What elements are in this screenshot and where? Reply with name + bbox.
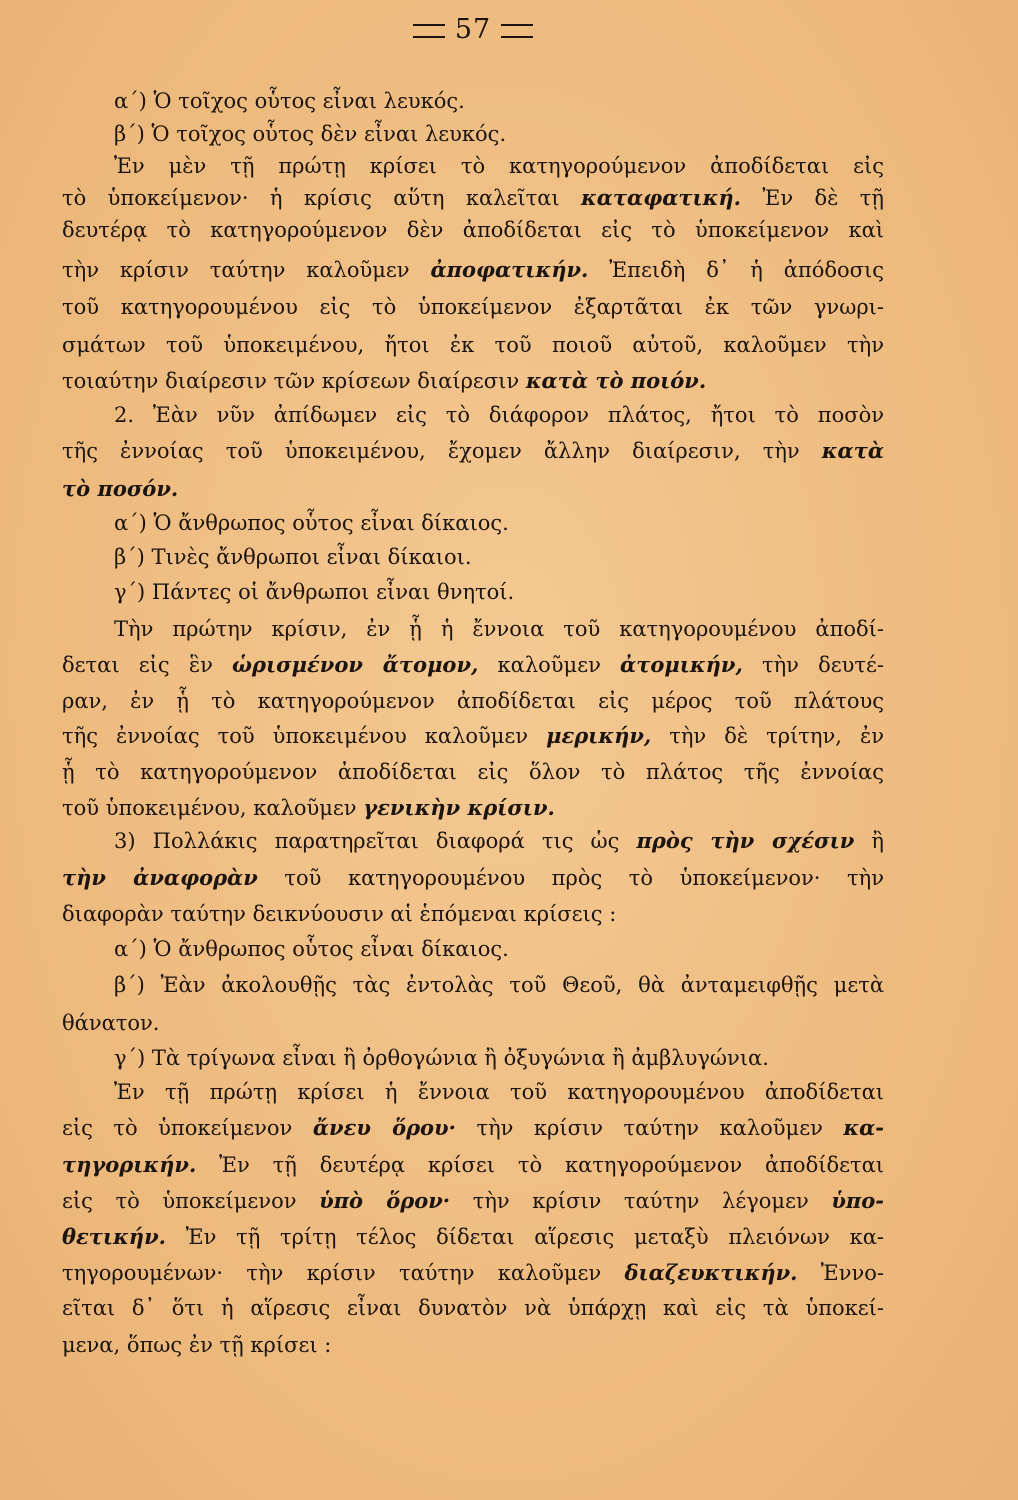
example-line: β΄) Ἐὰν ἀκολουθῇς τὰς ἐντολὰς τοῦ Θεοῦ, θὰ ἀνταμειφθῇς μετὰ xyxy=(114,973,884,997)
emphasis-term: γενικὴν κρίσιν. xyxy=(363,795,555,820)
paragraph-line: Ἐν μὲν τῇ πρώτῃ κρίσει τὸ κατηγορούμενον ἀποδίδεται εἰς xyxy=(114,154,884,178)
paragraph-line: 2. Ἐὰν νῦν ἀπίδωμεν εἰς τὸ διάφορον πλάτος, ἤτοι τὸ ποσὸν xyxy=(114,403,884,427)
example-line: β΄) Τινὲς ἄνθρωποι εἶναι δίκαιοι. xyxy=(114,545,472,569)
emphasis-term: καταφατική. xyxy=(581,185,741,210)
double-rule-left xyxy=(413,24,445,38)
emphasis-term: τὴν ἀναφορὰν xyxy=(62,865,258,890)
emphasis-term: ὑπὸ ὅρον· xyxy=(319,1188,451,1213)
paragraph-line: εἰς τὸ ὑποκείμενον ἄνευ ὅρου· τὴν κρίσιν ταύτην καλοῦμεν κα- xyxy=(62,1115,884,1140)
emphasis-term: κατὰ xyxy=(821,438,884,463)
paragraph-line: δεται εἰς ἓν ὡρισμένον ἄτομον, καλοῦμεν ἀτομικήν, τὴν δευτέ- xyxy=(62,652,884,677)
paragraph-line: Τὴν πρώτην κρίσιν, ἐν ᾗ ἡ ἔννοια τοῦ κατηγορουμένου ἀποδί- xyxy=(114,617,884,641)
example-line: γ΄) Πάντες οἱ ἄνθρωποι εἶναι θνητοί. xyxy=(114,580,515,604)
emphasis-term: διαζευκτικήν. xyxy=(624,1260,798,1285)
emphasis-term: ἀποφατικήν. xyxy=(430,257,589,282)
paragraph-line: τὴν ἀναφορὰν τοῦ κατηγορουμένου πρὸς τὸ ὑποκείμενον· τὴν xyxy=(62,865,884,890)
paragraph-line: διαφορὰν ταύτην δεικνύουσιν αἱ ἑπόμεναι κρίσεις : xyxy=(62,902,617,926)
paragraph-line: τηγορουμένων· τὴν κρίσιν ταύτην καλοῦμεν διαζευκτικήν. Ἐννο- xyxy=(62,1260,884,1285)
paragraph-line: θετικήν. Ἐν τῇ τρίτῃ τέλος δίδεται αἵρεσις μεταξὺ πλειόνων κα- xyxy=(62,1224,884,1249)
paragraph-line: τοῦ ὑποκειμένου, καλοῦμεν γενικὴν κρίσιν. xyxy=(62,795,555,820)
example-line: θάνατον. xyxy=(62,1011,160,1035)
emphasis-term: ὑπο- xyxy=(831,1188,884,1213)
paragraph-line: ᾗ τὸ κατηγορούμενον ἀποδίδεται εἰς ὅλον τὸ πλάτος τῆς ἐννοίας xyxy=(62,760,884,784)
page-number xyxy=(62,10,884,50)
example-line: β΄) Ὁ τοῖχος οὗτος δὲν εἶναι λευκός. xyxy=(114,122,507,146)
page-number-text: 57 xyxy=(454,14,492,45)
paragraph-line: τηγορικήν. Ἐν τῇ δευτέρᾳ κρίσει τὸ κατηγορούμενον ἀποδίδεται xyxy=(62,1152,884,1177)
paragraph-line: Ἐν τῇ πρώτῃ κρίσει ἡ ἔννοια τοῦ κατηγορουμένου ἀποδίδεται xyxy=(114,1080,884,1104)
example-line: α΄) Ὁ ἄνθρωπος οὗτος εἶναι δίκαιος. xyxy=(114,937,509,961)
paragraph-line: τοῦ κατηγορουμένου εἰς τὸ ὑποκείμενον ἐξαρτᾶται ἐκ τῶν γνωρι- xyxy=(62,295,884,319)
paragraph-line: τῆς ἐννοίας τοῦ ὑποκειμένου καλοῦμεν μερικήν, τὴν δὲ τρίτην, ἐν xyxy=(62,723,884,748)
paragraph-line: εἰς τὸ ὑποκείμενον ὑπὸ ὅρον· τὴν κρίσιν ταύτην λέγομεν ὑπο- xyxy=(62,1188,884,1213)
example-line: α΄) Ὁ ἄνθρωπος οὗτος εἶναι δίκαιος. xyxy=(114,511,509,535)
double-rule-right xyxy=(501,24,533,38)
emphasis-term: κατὰ τὸ ποιόν. xyxy=(525,368,707,393)
paragraph-line: τοιαύτην διαίρεσιν τῶν κρίσεων διαίρεσιν κατὰ τὸ ποιόν. xyxy=(62,368,707,393)
example-line: γ΄) Τὰ τρίγωνα εἶναι ἢ ὀρθογώνια ἢ ὀξυγώνια ἢ ἀμβλυγώνια. xyxy=(114,1046,769,1070)
paragraph-line: 3) Πολλάκις παρατηρεῖται διαφορά τις ὡς πρὸς τὴν σχέσιν ἢ xyxy=(114,828,884,853)
emphasis-term: κα- xyxy=(843,1115,884,1140)
emphasis-term: μερικήν, xyxy=(546,723,652,748)
paragraph-line: τὸ ὑποκείμενον· ἡ κρίσις αὕτη καλεῖται καταφατική. Ἐν δὲ τῇ xyxy=(62,185,884,210)
emphasis-term: ἄνευ ὅρου· xyxy=(312,1115,456,1140)
book-page xyxy=(62,0,884,1500)
paragraph-line: δευτέρᾳ τὸ κατηγορούμενον δὲν ἀποδίδεται εἰς τὸ ὑποκείμενον καὶ xyxy=(62,218,884,242)
paragraph-line: εῖται δ᾽ ὅτι ἡ αἵρεσις εἶναι δυνατὸν νὰ ὑπάρχῃ καὶ εἰς τὰ ὑποκεί- xyxy=(62,1296,884,1320)
emphasis-term: τηγορικήν. xyxy=(62,1152,197,1177)
paragraph-line xyxy=(62,474,884,504)
emphasis-term: πρὸς τὴν σχέσιν xyxy=(636,828,855,853)
paragraph-line: ραν, ἐν ᾗ τὸ κατηγορούμενον ἀποδίδεται εἰς μέρος τοῦ πλάτους xyxy=(62,689,884,713)
paragraph-line: σμάτων τοῦ ὑποκειμένου, ἤτοι ἐκ τοῦ ποιοῦ αὐτοῦ, καλοῦμεν τὴν xyxy=(62,333,884,357)
emphasis-term: θετικήν. xyxy=(62,1224,166,1249)
emphasis-term: ἀτομικήν, xyxy=(620,652,743,677)
example-line: α΄) Ὁ τοῖχος οὗτος εἶναι λευκός. xyxy=(114,89,465,113)
paragraph-line: τῆς ἐννοίας τοῦ ὑποκειμένου, ἔχομεν ἄλλην διαίρεσιν, τὴν κατὰ xyxy=(62,438,884,463)
emphasis-term: τὸ ποσόν. xyxy=(62,476,179,501)
paragraph-line: τὴν κρίσιν ταύτην καλοῦμεν ἀποφατικήν. Ἐπειδὴ δ᾽ ἡ ἀπόδοσις xyxy=(62,257,884,282)
paragraph-line: μενα, ὅπως ἐν τῇ κρίσει : xyxy=(62,1333,332,1357)
emphasis-term: ὡρισμένον ἄτομον, xyxy=(232,652,479,677)
